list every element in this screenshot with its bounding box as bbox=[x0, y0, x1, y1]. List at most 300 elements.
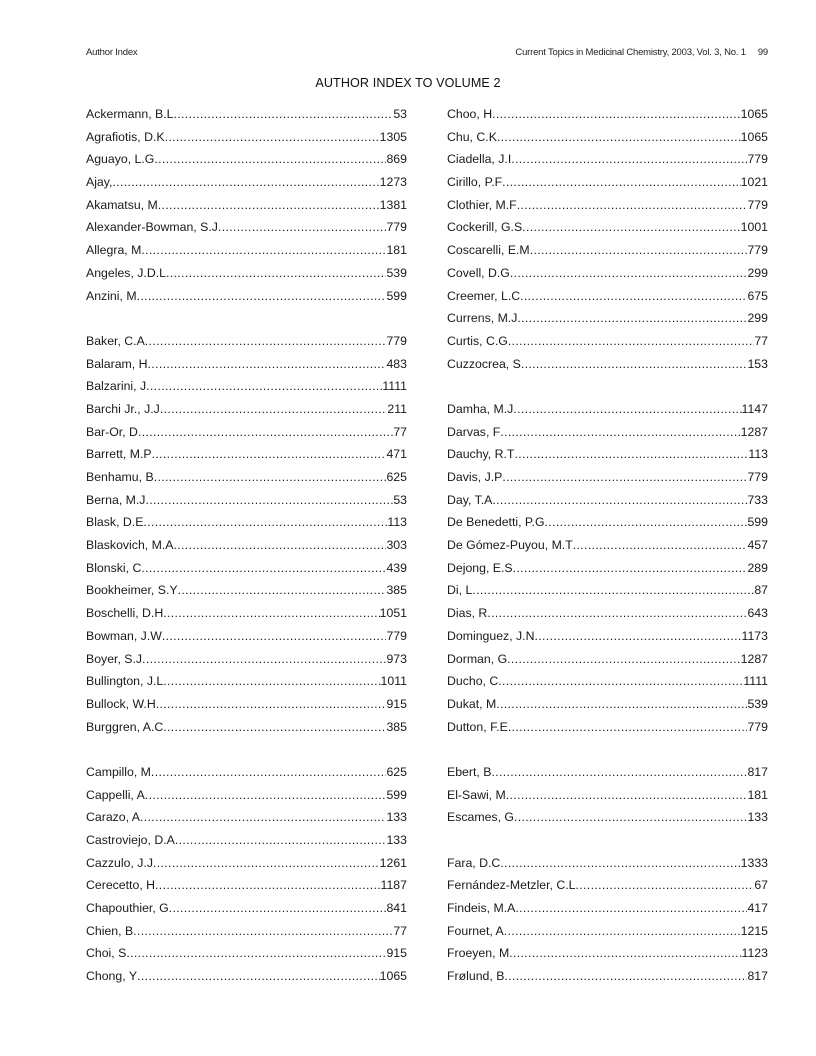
page-reference: 779 bbox=[747, 240, 768, 263]
dot-leader bbox=[163, 717, 386, 740]
index-entry bbox=[447, 717, 768, 740]
author-name: Dominguez, J.N bbox=[447, 628, 535, 643]
author-name: Ebert, B bbox=[447, 764, 492, 779]
dot-leader bbox=[155, 875, 381, 898]
author-name: Frølund, B bbox=[447, 969, 505, 984]
author-name: Froeyen, M bbox=[447, 946, 510, 961]
page-reference: 1065 bbox=[741, 127, 768, 150]
author-name: Bullington, J.L bbox=[86, 674, 164, 689]
index-entry bbox=[86, 104, 407, 127]
index-entry bbox=[447, 263, 768, 286]
dot-leader bbox=[112, 172, 379, 195]
author-name: Barchi Jr., J.J bbox=[86, 401, 160, 416]
index-entry bbox=[86, 717, 407, 740]
dot-leader bbox=[514, 807, 748, 830]
page-reference: 417 bbox=[747, 898, 768, 921]
index-entry bbox=[86, 943, 407, 966]
index-entry bbox=[86, 331, 407, 354]
dot-leader bbox=[500, 422, 740, 445]
page-reference: 1111 bbox=[743, 671, 768, 694]
page-reference: 817 bbox=[747, 966, 768, 989]
index-entry bbox=[447, 104, 768, 127]
page-reference: 1287 bbox=[741, 422, 768, 445]
dot-leader bbox=[137, 966, 380, 989]
index-entry bbox=[447, 286, 768, 309]
index-entry bbox=[447, 354, 768, 377]
index-entry bbox=[447, 422, 768, 445]
author-name: Allegra, M bbox=[86, 243, 142, 258]
dot-leader bbox=[145, 785, 387, 808]
dot-leader bbox=[145, 331, 387, 354]
author-name: Coscarelli, E.M bbox=[447, 243, 530, 258]
page-reference: 1011 bbox=[381, 671, 407, 694]
author-name: Cerecetto, H bbox=[86, 878, 156, 893]
page-reference: 87 bbox=[754, 580, 768, 603]
dot-leader bbox=[515, 898, 747, 921]
index-entry bbox=[447, 853, 768, 876]
page-reference: 1051 bbox=[380, 603, 407, 626]
dot-leader bbox=[148, 354, 387, 377]
page-number: 99 bbox=[757, 47, 768, 58]
dot-leader bbox=[513, 558, 748, 581]
author-name: Clothier, M.F bbox=[447, 197, 517, 212]
index-entry bbox=[86, 240, 407, 263]
index-entry bbox=[447, 558, 768, 581]
page-reference: 113 bbox=[387, 512, 407, 535]
page-reference: 625 bbox=[386, 762, 407, 785]
index-entry bbox=[86, 444, 407, 467]
index-entry bbox=[86, 966, 407, 989]
page-reference: 289 bbox=[747, 558, 768, 581]
dot-leader bbox=[137, 286, 387, 309]
page-reference: 181 bbox=[386, 240, 407, 263]
index-entry bbox=[86, 172, 407, 195]
index-entry bbox=[447, 898, 768, 921]
index-entry bbox=[447, 240, 768, 263]
dot-leader bbox=[492, 490, 747, 513]
page-reference: 779 bbox=[386, 626, 407, 649]
dot-leader bbox=[175, 830, 387, 853]
dot-leader bbox=[160, 399, 388, 422]
page-reference: 599 bbox=[386, 286, 407, 309]
page-reference: 299 bbox=[747, 263, 768, 286]
group-separator bbox=[86, 739, 407, 762]
page-reference: 625 bbox=[386, 467, 407, 490]
index-column-left bbox=[86, 104, 407, 989]
dot-leader bbox=[165, 127, 380, 150]
author-name: Anzini, M bbox=[86, 288, 137, 303]
index-entry bbox=[447, 671, 768, 694]
author-name: Fournet, A bbox=[447, 923, 504, 938]
page-reference: 77 bbox=[393, 422, 407, 445]
running-head bbox=[86, 47, 768, 61]
author-name: Cuzzocrea, S bbox=[447, 356, 521, 371]
author-name: Cirillo, P.F bbox=[447, 175, 503, 190]
dot-leader bbox=[507, 649, 741, 672]
page-reference: 303 bbox=[386, 535, 407, 558]
dot-leader bbox=[162, 626, 387, 649]
index-entry bbox=[86, 694, 407, 717]
author-name: Damha, M.J bbox=[447, 401, 514, 416]
page-reference: 299 bbox=[747, 308, 768, 331]
author-name: Berna, M.J bbox=[86, 492, 146, 507]
author-name: Benhamu, B bbox=[86, 470, 154, 484]
author-name: Ajay, bbox=[86, 175, 113, 190]
page-reference: 869 bbox=[386, 149, 407, 172]
page-reference: 133 bbox=[747, 807, 768, 830]
dot-leader bbox=[521, 354, 748, 377]
index-entry bbox=[86, 376, 407, 399]
page-reference: 779 bbox=[747, 195, 768, 218]
page-reference: 779 bbox=[386, 331, 407, 354]
page-title: AUTHOR INDEX TO VOLUME 2 bbox=[315, 76, 501, 90]
author-name: Chu, C.K bbox=[447, 129, 497, 144]
index-entry bbox=[86, 286, 407, 309]
author-name: Campillo, M bbox=[86, 764, 151, 779]
author-name: Burggren, A.C bbox=[86, 719, 164, 734]
author-name: Choo, H bbox=[447, 107, 493, 121]
index-entry bbox=[447, 172, 768, 195]
index-entry bbox=[86, 149, 407, 172]
page-reference: 385 bbox=[386, 717, 407, 740]
index-entry bbox=[447, 694, 768, 717]
index-entry bbox=[447, 762, 768, 785]
index-entry bbox=[86, 603, 407, 626]
dot-leader bbox=[143, 512, 387, 535]
dot-leader bbox=[497, 127, 741, 150]
page-reference: 599 bbox=[386, 785, 407, 808]
page-reference: 817 bbox=[747, 762, 768, 785]
author-name: Dejong, E.S bbox=[447, 560, 513, 575]
author-name: Cappelli, A bbox=[86, 787, 145, 802]
page-reference: 77 bbox=[754, 331, 768, 354]
page-reference: 779 bbox=[747, 717, 768, 740]
dot-leader bbox=[138, 422, 393, 445]
journal-citation bbox=[515, 47, 768, 58]
index-entry bbox=[86, 558, 407, 581]
author-name: Di, L bbox=[447, 583, 473, 598]
author-name: Boyer, S.J bbox=[86, 651, 143, 666]
index-entry bbox=[86, 626, 407, 649]
index-entry bbox=[447, 217, 768, 240]
page-reference: 1147 bbox=[742, 399, 768, 422]
page-reference: 439 bbox=[386, 558, 407, 581]
page-reference: 779 bbox=[747, 467, 768, 490]
index-entry bbox=[86, 807, 407, 830]
index-entry bbox=[447, 807, 768, 830]
dot-leader bbox=[151, 762, 387, 785]
author-name: Covell, D.G bbox=[447, 265, 510, 280]
page-reference: 113 bbox=[748, 444, 768, 467]
index-entry bbox=[86, 263, 407, 286]
page-reference: 643 bbox=[747, 603, 768, 626]
author-name: Bowman, J.W bbox=[86, 628, 162, 643]
page-reference: 1001 bbox=[741, 217, 768, 240]
page-reference: 181 bbox=[747, 785, 768, 808]
author-name: Carazo, A bbox=[86, 810, 140, 825]
page-reference: 211 bbox=[387, 399, 407, 422]
index-entry bbox=[447, 331, 768, 354]
dot-leader bbox=[163, 671, 380, 694]
dot-leader bbox=[158, 195, 380, 218]
index-entry bbox=[447, 308, 768, 331]
author-name: Alexander-Bowman, S.J bbox=[86, 220, 218, 235]
author-name: Chong, Y bbox=[86, 969, 138, 984]
dot-leader bbox=[133, 921, 393, 944]
dot-leader bbox=[510, 263, 748, 286]
dot-leader bbox=[502, 467, 747, 490]
page-reference: 1173 bbox=[742, 626, 768, 649]
author-name: Bullock, W.H bbox=[86, 696, 156, 711]
dot-leader bbox=[140, 807, 386, 830]
author-name: Blask, D.E bbox=[86, 515, 144, 530]
author-name: Bar-Or, D bbox=[86, 424, 138, 439]
page-reference: 1123 bbox=[742, 943, 768, 966]
dot-leader bbox=[508, 331, 755, 354]
index-entry bbox=[86, 875, 407, 898]
page-reference: 1215 bbox=[741, 921, 768, 944]
dot-leader bbox=[154, 149, 386, 172]
index-entry bbox=[86, 490, 407, 513]
author-name: Balaram, H bbox=[86, 356, 148, 371]
page-reference: 915 bbox=[386, 943, 407, 966]
dot-leader bbox=[152, 444, 387, 467]
dot-leader bbox=[141, 558, 386, 581]
dot-leader bbox=[506, 785, 748, 808]
page-reference: 1021 bbox=[741, 172, 768, 195]
dot-leader bbox=[534, 626, 741, 649]
dot-leader bbox=[126, 943, 386, 966]
index-entry bbox=[447, 149, 768, 172]
author-name: Dukat, M bbox=[447, 696, 497, 711]
page-reference: 133 bbox=[386, 830, 407, 853]
dot-leader bbox=[514, 444, 748, 467]
author-name: Castroviejo, D.A bbox=[86, 833, 175, 847]
author-name: Dorman, G bbox=[447, 651, 508, 666]
author-name: Fernández-Metzler, C.L bbox=[447, 878, 576, 893]
page-reference: 483 bbox=[386, 354, 407, 377]
dot-leader bbox=[496, 694, 747, 717]
section-label: Author Index bbox=[86, 47, 138, 58]
index-entry bbox=[447, 626, 768, 649]
dot-leader bbox=[517, 308, 747, 331]
index-entry bbox=[86, 535, 407, 558]
index-entry bbox=[447, 943, 768, 966]
index-entry bbox=[86, 785, 407, 808]
index-entry bbox=[86, 399, 407, 422]
dot-leader bbox=[156, 694, 387, 717]
author-name: Dutton, F.E bbox=[447, 719, 508, 734]
author-name: Darvas, F bbox=[447, 424, 501, 439]
author-name: Cockerill, G.S bbox=[447, 220, 523, 235]
index-entry bbox=[86, 921, 407, 944]
author-name: Barrett, M.P bbox=[86, 447, 152, 462]
page-reference: 1261 bbox=[380, 853, 407, 876]
author-name: Blonski, C bbox=[86, 560, 142, 575]
index-entry bbox=[86, 853, 407, 876]
dot-leader bbox=[173, 104, 393, 127]
author-name: Bookheimer, S.Y bbox=[86, 583, 178, 598]
author-name: Choi, S bbox=[86, 946, 127, 961]
index-entry bbox=[86, 354, 407, 377]
author-name: Chien, B bbox=[86, 923, 134, 938]
index-entry bbox=[86, 830, 407, 853]
dot-leader bbox=[218, 217, 387, 240]
author-name: Balzarini, J bbox=[86, 379, 147, 394]
page-reference: 1065 bbox=[380, 966, 407, 989]
author-name: Akamatsu, M bbox=[86, 197, 158, 212]
index-entry bbox=[86, 195, 407, 218]
author-name: Curtis, C.G bbox=[447, 333, 508, 348]
index-entry bbox=[447, 580, 768, 603]
index-entry bbox=[447, 195, 768, 218]
page-reference: 841 bbox=[386, 898, 407, 921]
index-entry bbox=[86, 422, 407, 445]
page-reference: 1187 bbox=[381, 875, 407, 898]
author-name: Cazzulo, J.J bbox=[86, 855, 153, 870]
index-column-right bbox=[447, 104, 768, 989]
dot-leader bbox=[573, 535, 748, 558]
dot-leader bbox=[530, 240, 748, 263]
index-entry bbox=[447, 921, 768, 944]
index-entry bbox=[86, 898, 407, 921]
page-reference: 675 bbox=[747, 286, 768, 309]
dot-leader bbox=[509, 943, 741, 966]
author-name: Currens, M.J bbox=[447, 311, 518, 326]
page-reference: 1333 bbox=[741, 853, 768, 876]
index-entry bbox=[86, 671, 407, 694]
dot-leader bbox=[154, 467, 387, 490]
author-name: Ducho, C bbox=[447, 674, 499, 689]
dot-leader bbox=[153, 853, 380, 876]
author-name: Davis, J.P bbox=[447, 470, 503, 484]
author-name: De Gómez-Puyou, M.T bbox=[447, 538, 573, 553]
author-name: Blaskovich, M.A bbox=[86, 538, 174, 553]
index-entry bbox=[447, 399, 768, 422]
dot-leader bbox=[487, 603, 747, 626]
dot-leader bbox=[142, 649, 386, 672]
author-name: Agrafiotis, D.K bbox=[86, 129, 165, 144]
group-separator bbox=[447, 739, 768, 762]
author-name: Boschelli, D.H bbox=[86, 606, 164, 621]
index-entry bbox=[86, 127, 407, 150]
page-reference: 1287 bbox=[741, 649, 768, 672]
page-reference: 779 bbox=[386, 217, 407, 240]
page-reference: 67 bbox=[754, 875, 768, 898]
dot-leader bbox=[511, 149, 747, 172]
dot-leader bbox=[491, 762, 747, 785]
page-reference: 133 bbox=[386, 807, 407, 830]
index-entry bbox=[447, 512, 768, 535]
page-reference: 77 bbox=[393, 921, 407, 944]
index-entry bbox=[447, 490, 768, 513]
page-reference: 915 bbox=[386, 694, 407, 717]
page-reference: 53 bbox=[393, 104, 407, 127]
dot-leader bbox=[520, 286, 747, 309]
page-reference: 973 bbox=[386, 649, 407, 672]
index-entry bbox=[447, 444, 768, 467]
dot-leader bbox=[498, 671, 743, 694]
page-reference: 471 bbox=[386, 444, 407, 467]
group-separator bbox=[447, 376, 768, 399]
index-entry bbox=[447, 535, 768, 558]
page-reference: 385 bbox=[386, 580, 407, 603]
page-reference: 539 bbox=[386, 263, 407, 286]
author-name: Dauchy, R.T bbox=[447, 447, 515, 462]
dot-leader bbox=[508, 717, 748, 740]
author-name: Dias, R bbox=[447, 606, 488, 621]
dot-leader bbox=[500, 853, 740, 876]
index-entry bbox=[447, 467, 768, 490]
index-entry bbox=[86, 512, 407, 535]
page-reference: 1273 bbox=[380, 172, 407, 195]
dot-leader bbox=[522, 217, 740, 240]
dot-leader bbox=[576, 875, 755, 898]
dot-leader bbox=[145, 490, 393, 513]
dot-leader bbox=[166, 263, 386, 286]
page-reference: 779 bbox=[747, 149, 768, 172]
dot-leader bbox=[504, 966, 747, 989]
group-separator bbox=[447, 830, 768, 853]
index-entry bbox=[447, 875, 768, 898]
page-reference: 1381 bbox=[380, 195, 407, 218]
author-name: Chapouthier, G bbox=[86, 901, 169, 916]
index-entry bbox=[86, 580, 407, 603]
dot-leader bbox=[517, 195, 748, 218]
group-separator bbox=[86, 308, 407, 331]
index-entry bbox=[86, 762, 407, 785]
index-entry bbox=[447, 785, 768, 808]
page-reference: 53 bbox=[393, 490, 407, 513]
index-entry bbox=[447, 966, 768, 989]
dot-leader bbox=[146, 376, 382, 399]
author-name: Angeles, J.D.L bbox=[86, 265, 166, 280]
author-name: Creemer, L.C bbox=[447, 288, 521, 303]
dot-leader bbox=[141, 240, 386, 263]
page-reference: 1111 bbox=[382, 376, 407, 399]
author-name: Escames, G bbox=[447, 810, 514, 825]
page-reference: 599 bbox=[747, 512, 768, 535]
journal-name: Current Topics in Medicinal Chemistry, 2003, Vol. 3, No. 1 bbox=[515, 47, 746, 58]
author-name: El-Sawi, M bbox=[447, 787, 506, 802]
page-reference: 153 bbox=[747, 354, 768, 377]
index-entry bbox=[86, 217, 407, 240]
index-entry bbox=[447, 603, 768, 626]
dot-leader bbox=[513, 399, 741, 422]
dot-leader bbox=[502, 172, 741, 195]
page-reference: 1305 bbox=[380, 127, 407, 150]
page-reference: 733 bbox=[747, 490, 768, 513]
index-entry bbox=[447, 649, 768, 672]
author-name: Ciadella, J.I bbox=[447, 152, 512, 167]
dot-leader bbox=[504, 921, 741, 944]
dot-leader bbox=[545, 512, 748, 535]
author-name: Day, T.A bbox=[447, 492, 493, 507]
dot-leader bbox=[492, 104, 741, 127]
dot-leader bbox=[163, 603, 379, 626]
author-name: De Benedetti, P.G bbox=[447, 515, 545, 530]
page-reference: 539 bbox=[747, 694, 768, 717]
dot-leader bbox=[169, 898, 387, 921]
author-name: Findeis, M.A bbox=[447, 901, 516, 916]
author-name: Aguayo, L.G bbox=[86, 152, 155, 167]
author-name: Baker, C.A bbox=[86, 333, 145, 348]
index-entry bbox=[86, 649, 407, 672]
dot-leader bbox=[472, 580, 754, 603]
dot-leader bbox=[178, 580, 387, 603]
author-name: Fara, D.C bbox=[447, 855, 501, 870]
index-entry bbox=[86, 467, 407, 490]
